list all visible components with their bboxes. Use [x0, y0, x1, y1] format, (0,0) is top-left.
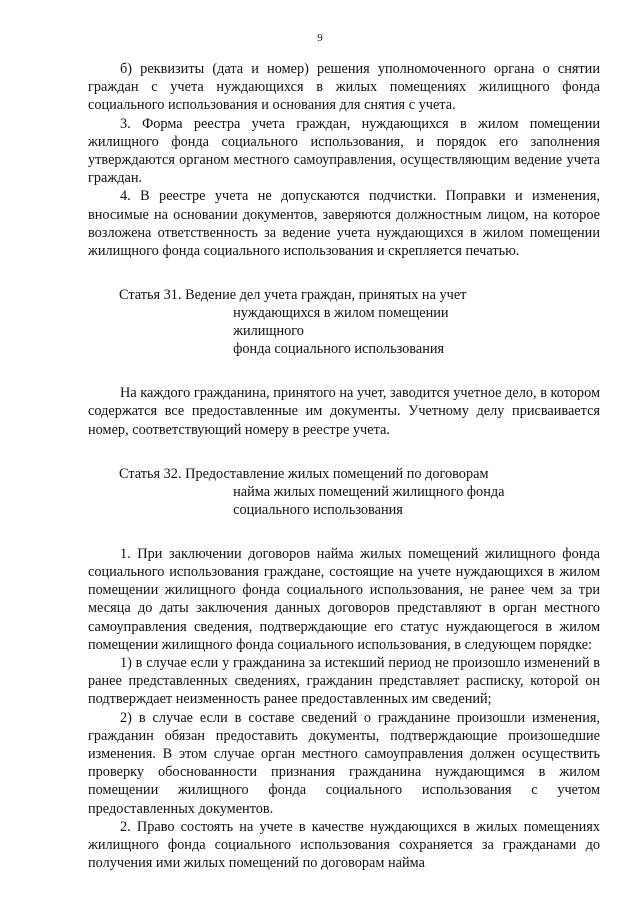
article-31-title-line: Ведение дел учета граждан, принятых на учет [185, 287, 467, 304]
page-number: 9 [317, 32, 323, 44]
article-32-title [185, 465, 505, 519]
article-32-title-line: социального использования [233, 501, 403, 518]
article-32-subparagraph-2: 2) в случае если в составе сведений о гражданине произошли изменения, гражданин обязан предоставить документы, подтверждающие произошедшие изменения. В этом случае орган местного самоуправления должен осуществить проверку обоснованности признания гражданина нуждающимся в жилом помещении жилищного фонда социального использования с учетом предоставленных документов. [88, 709, 600, 817]
article-32-paragraph-2: 2. Право состоять на учете в качестве нуждающихся в жилых помещениях жилищного фонда социального использования сохраняется за гражданами до получения ими жилых помещений по договорам найма [88, 818, 600, 872]
article-31-number: Статья 31. [119, 287, 182, 304]
document-body [88, 60, 600, 873]
paragraph-3-register-form: 3. Форма реестра учета граждан, нуждающихся в жилом помещении жилищного фонда социального использования, и порядок его заполнения утверждаются органом местного самоуправления, осуществляющим ведение учета граждан. [88, 115, 600, 187]
article-32-title-line: найма жилых помещений жилищного фонда [233, 483, 505, 500]
article-31-heading [119, 286, 600, 358]
article-32-paragraph-1: 1. При заключении договоров найма жилых помещений жилищного фонда социального использования граждане, состоящие на учете нуждающихся в жилом помещении жилищного фонда социального использования, не ранее чем за три месяца до даты заключения данных договоров представляют в орган местного самоуправления сведения, подтверждающие его статус нуждающегося в жилом помещении жилищного фонда социального использования, в следующем порядке: [88, 545, 600, 653]
article-31-paragraph-case-file: На каждого гражданина, принятого на учет, заводится учетное дело, в котором содержатся все предоставленные им документы. Учетному делу присваивается номер, соответствующий номеру в реестре учета. [88, 385, 600, 438]
article-32-title-line: Предоставление жилых помещений по договорам [185, 465, 489, 482]
article-31-title-line: фонда социального использования [233, 341, 445, 358]
article-32-subparagraph-1: 1) в случае если у гражданина за истекший период не произошло изменений в ранее представленных сведениях, гражданин представляет расписку, которой он подтверждает неизменность ранее предоставленных им сведений; [88, 655, 600, 708]
paragraph-4-no-erasures: 4. В реестре учета не допускаются подчистки. Поправки и изменения, вносимые на основании документов, заверяются должностным лицом, на которое возложена ответственность за ведение учета нуждающихся в жилом помещении жилищного фонда социального использования и скрепляется печатью. [88, 188, 600, 260]
article-31-title-line: нуждающихся в жилом помещении жилищного [233, 305, 449, 340]
article-32-heading [119, 465, 600, 519]
paragraph-2b-requisites: б) реквизиты (дата и номер) решения уполномоченного органа о снятии граждан с учета нуждающихся в жилых помещениях жилищного фонда социального использования и основания для снятия с учета. [88, 61, 600, 114]
article-32-number: Статья 32. [119, 465, 182, 482]
article-31-title [185, 286, 505, 358]
